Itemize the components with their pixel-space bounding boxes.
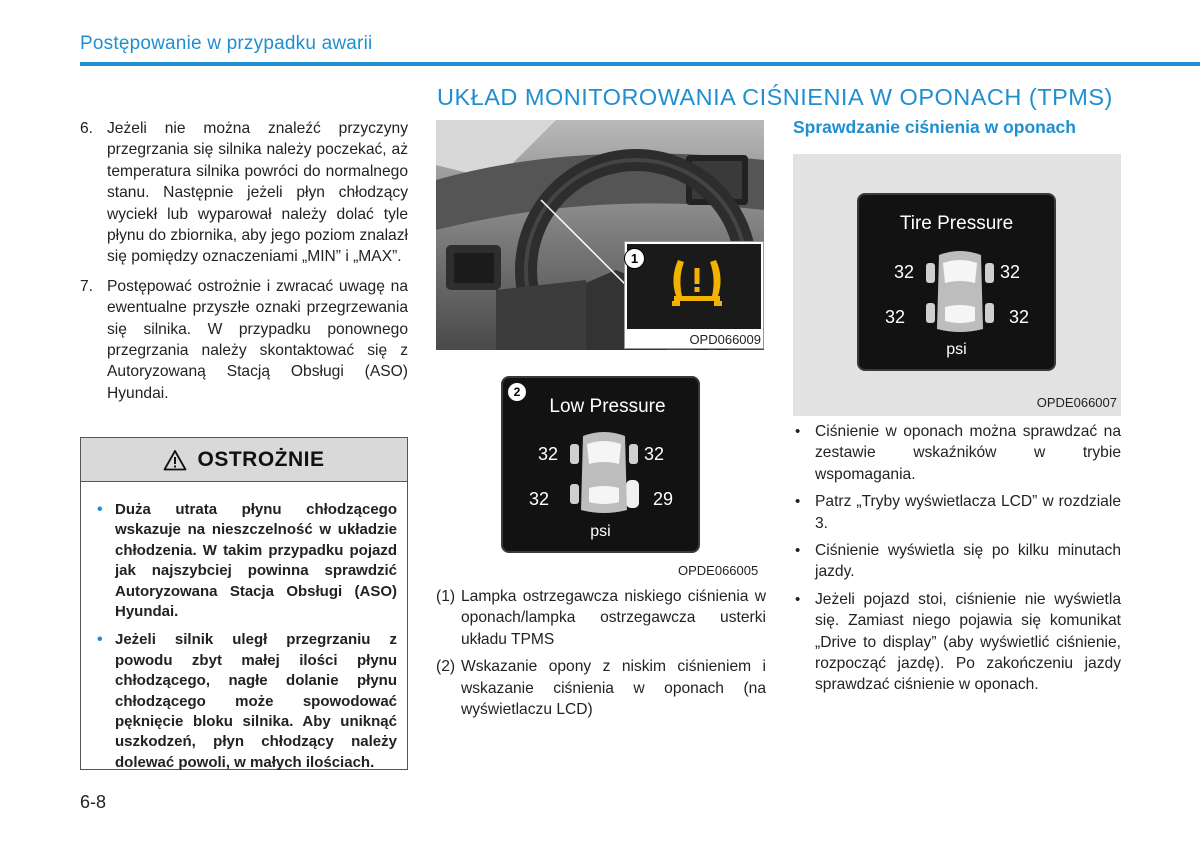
figure-code: OPDE066005: [678, 563, 759, 578]
caption-number: (1): [436, 588, 456, 605]
caution-item: • Jeżeli silnik uległ przegrzaniu z powodu zbyt małej ilości płynu chłodzącego, nagłe dolanie płynu chłodzącego może spowodować pęknięcie bloku silnika. Aby uniknąć uszkodzeń, płyn chłodzący należy dolewać powoli, w małych ilościach.: [91, 630, 397, 773]
right-column: [793, 421, 1121, 702]
bullet-item: • Ciśnienie w oponach można sprawdzać na zestawie wskaźników w trybie wspomagania.: [793, 421, 1121, 485]
caution-title: OSTROŻNIE: [197, 447, 325, 471]
section-header: Postępowanie w przypadku awarii: [80, 33, 373, 54]
step-item: [80, 118, 408, 268]
figure-code: OPDE066007: [1036, 395, 1117, 410]
lcd-title: Tire Pressure: [899, 213, 1014, 234]
tire-value-front-right: 32: [1000, 262, 1021, 282]
lcd-unit: psi: [946, 341, 967, 358]
figure-marker-number: 2: [513, 385, 521, 399]
bullet-item: • Patrz „Tryby wyświetlacza LCD” w rozdziale 3.: [793, 491, 1121, 534]
caption-item: [436, 586, 766, 650]
car-top-view-icon: [569, 430, 639, 516]
low-pressure-lcd: [501, 376, 700, 553]
caution-body: [81, 482, 407, 773]
tire-value-front-left: 32: [894, 262, 915, 282]
caution-box: [80, 437, 408, 770]
bullet-item: • Ciśnienie wyświetla się po kilku minutach jazdy.: [793, 540, 1121, 583]
tire-value-rear-right: 32: [1009, 307, 1030, 327]
step-text: Postępować ostrożnie i zwracać uwagę na ewentualne przyszłe oznaki przegrzewania się silnika. W przypadku ponownego przegrzania należy skontaktować się z Autoryzowaną Stacją Obsługi (ASO) Hyundai.: [107, 277, 408, 402]
caption-number: (2): [436, 658, 456, 676]
figure-code: OPD066009: [689, 332, 761, 347]
step-text: Jeżeli nie można znaleźć przyczyny przegrzania się silnika należy poczekać, aż temperatura silnika powróci do normalnego stanu. Następnie jeżeli płyn chłodzący wyciekł lub wyparował należy dolać tyle płynu do zbiornika, aby jego poziom znalazł się pomiędzy oznaczeniami „MIN” i „MAX”.: [107, 120, 408, 266]
tire-pressure-lcd: [857, 193, 1056, 371]
tire-value-rear-left: 32: [529, 489, 550, 509]
tpms-warning-inset: [624, 241, 764, 349]
caption-text: Wskazanie opony z niskim ciśnieniem i wskazanie ciśnienia w oponach (na wyświetlaczu LCD): [461, 658, 766, 719]
left-column: [80, 118, 408, 412]
figure-captions: [436, 586, 766, 726]
figure-marker: [624, 248, 645, 269]
tpms-warning-icon: [668, 254, 726, 308]
car-top-view-icon: [925, 249, 995, 335]
page-number: 6-8: [80, 792, 107, 812]
step-item: [80, 276, 408, 404]
lcd-unit: psi: [590, 523, 611, 540]
caption-item: [436, 656, 766, 720]
caution-header: [81, 438, 407, 482]
header-rule: [80, 62, 1200, 66]
step-number: 7.: [80, 277, 94, 295]
bullet-item: • Jeżeli pojazd stoi, ciśnienie nie wyświetla się. Zamiast niego pojawia się komunikat „Drive to display” (aby wyświetlić ciśnienie, rozpocząć jazdę). Po zakończeniu jazdy sprawdzać ciśnienie w oponach.: [793, 589, 1121, 696]
step-number: 6.: [80, 120, 94, 137]
lcd-title: Low Pressure: [549, 396, 666, 417]
tire-pressure-figure: [793, 154, 1121, 416]
subsection-heading: Sprawdzanie ciśnienia w oponach: [793, 117, 1076, 137]
tire-value-front-right: 32: [644, 444, 665, 464]
dashboard-photo: [436, 120, 764, 350]
caution-item: • Duża utrata płynu chłodzącego wskazuje na nieszczelność w układzie chłodzenia. W takim przypadku pojazd jak najszybciej powinna sprawdzić Autoryzowana Stacja Obsługi (ASO) Hyundai.: [91, 500, 397, 622]
caption-text: Lampka ostrzegawcza niskiego ciśnienia w oponach/lampka ostrzegawcza usterki układu TPMS: [461, 588, 766, 648]
tire-value-rear-right: 29: [653, 489, 674, 509]
tire-value-front-left: 32: [538, 444, 559, 464]
figure-marker-number: 1: [630, 251, 639, 266]
page-title: UKŁAD MONITOROWANIA CIŚNIENIA W OPONACH (TPMS): [437, 84, 1113, 110]
tire-value-rear-left: 32: [885, 307, 906, 327]
warning-triangle-icon: [163, 449, 187, 471]
